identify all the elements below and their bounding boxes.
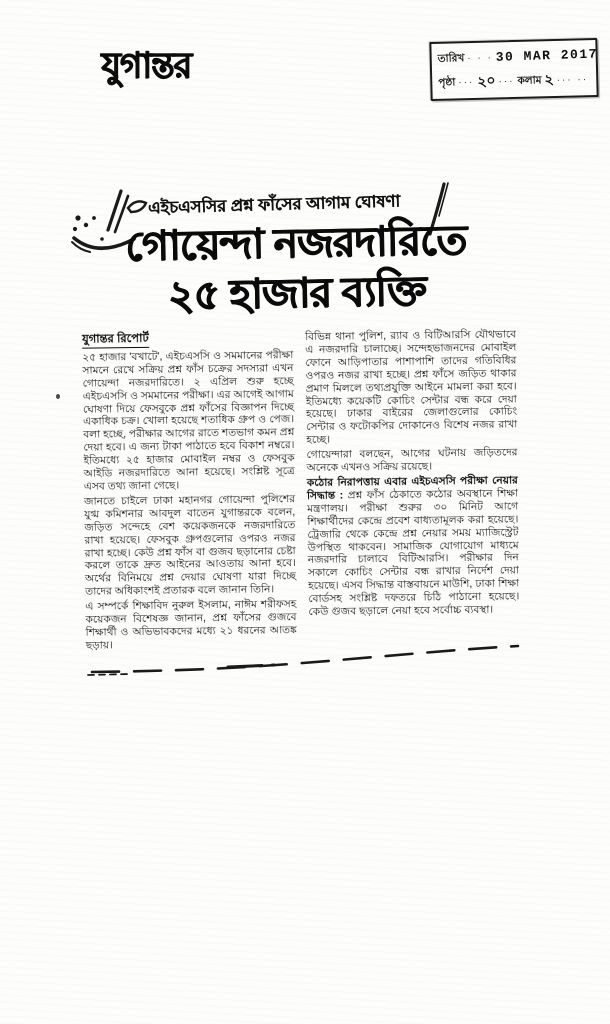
left-paragraph-3: এ সম্পর্কে শিক্ষাবিদ নুরুল ইসলাম, নাঈম শরীফসহ কয়েকজন বিশেষজ্ঞ জানান, প্রশ্ন ফাঁসের গুজবে শিক্ষার্থী ও অভিভাবকদের মধ্যে ২১ ধরনের আতঙ্ক ছড়ায়। <box>85 598 297 652</box>
right-column-subhead: কঠোর নিরাপত্তায় এবার এইচএসসি পরীক্ষা নেয়ার সিদ্ধান্ত : <box>306 474 518 502</box>
article-headline <box>75 214 517 322</box>
headline-line-2: ২৫ হাজার ব্যক্তি <box>167 267 426 319</box>
stamp-column-label: কলাম <box>517 74 542 88</box>
left-column <box>82 331 297 654</box>
stamp-column-dots: ··· ·· <box>556 74 589 87</box>
stamp-date-value: 30 MAR 2017 <box>495 46 599 65</box>
article-body <box>82 328 520 654</box>
stamp-page-label: পৃষ্ঠা <box>438 76 456 89</box>
date-stamp-box <box>429 38 598 101</box>
article-kicker: এইচএসসির প্রশ্ন ফাঁসের আগাম ঘোষণা <box>147 192 401 218</box>
stray-ink-mark <box>56 394 60 399</box>
torn-edge-dashes <box>78 636 526 682</box>
left-paragraph-1: ২৫ হাজার 'বখাটে', এইচএসসি ও সমমানের পরীক্ষা সামনে রেখে সক্রিয় প্রশ্ন ফাঁস চক্রের সদস্যরা এখন গোয়েন্দা নজরদারিতে। ২ এপ্রিল শুরু হচ্ছে এইচএসসি ও সমমানের পরীক্ষা। এর আগেই আগাম ঘোষণা দিয়ে ফেসবুকে প্রশ্ন ফাঁসের বিজ্ঞাপন দিচ্ছে একাধিক চক্র। খোলা হয়েছে শতাধিক গ্রুপ ও পেজ। বলা হচ্ছে, পরীক্ষার আগের রাতে শতভাগ কমন প্রশ্ন দেয়া হবে। এ জন্য টাকা পাঠাতে হবে বিকাশ নম্বরে। ইতিমধ্যে ২৫ হাজার মোবাইল নম্বর ও ফেসবুক আইডি নজরদারিতে আনা হয়েছে। সংশ্লিষ্ট সূত্রে এসব তথ্য জানা গেছে। <box>82 348 295 493</box>
stamp-page-dots-right: ··· <box>498 76 515 88</box>
stamp-date-label: তারিখ <box>437 52 465 65</box>
newspaper-masthead: যুগান্তর <box>101 45 191 86</box>
byline: যুগান্তর রিপোর্ট <box>82 333 149 349</box>
right-paragraph-1: বিভিন্ন থানা পুলিশ, র‌্যাব ও বিটিআরসি যৌথভাবে এ নজরদারি চালাচ্ছে। সন্দেহভাজনদের মোবাইল ফোনে আড়িপাতার পাশাপাশি তাদের গতিবিধির ওপরও নজর রাখা হচ্ছে। প্রশ্ন ফাঁসে জড়িত থাকার প্রমাণ মিললে তথ্যপ্রযুক্তি আইনে মামলা করা হবে। ইতিমধ্যে কয়েকটি কোচিং সেন্টার বন্ধ করে দেয়া হয়েছে। ঢাকার বাইরের জেলাগুলোর কোচিং সেন্টার ও ফটোকপির দোকানেও বিশেষ নজর রাখা হচ্ছে। <box>305 328 518 447</box>
stamp-page-value: ২০ <box>476 71 497 90</box>
stamp-column-value: ২ <box>543 70 555 88</box>
stamp-page-dots-left: ··· <box>458 77 475 89</box>
right-paragraph-2: গোয়েন্দারা বলছেন, আগের ঘটনায় জড়িতদের অনেকে এখনও সক্রিয় রয়েছে। <box>306 446 518 474</box>
headline-line-1: গোয়েন্দা নজরদারিতে <box>124 216 467 270</box>
stamp-page-row <box>438 66 591 94</box>
right-paragraph-3 <box>307 474 520 619</box>
right-column <box>305 328 520 651</box>
stamp-date-row <box>437 44 599 70</box>
right-paragraph-3-text: প্রশ্ন ফাঁস ঠেকাতে কঠোর অবস্থানে শিক্ষা মন্ত্রণালয়। পরীক্ষা শুরুর ৩০ মিনিট আগে শিক্ষার্থীদের কেন্দ্রে প্রবেশ বাধ্যতামূলক করা হয়েছে। ট্রেজারি থেকে কেন্দ্রে প্রশ্ন নেয়ার সময় ম্যাজিস্ট্রেট উপস্থিত থাকবেন। সামাজিক যোগাযোগ মাধ্যমে নজরদারি চালাবে বিটিআরসি। পরীক্ষার দিন সকালে কোচিং সেন্টার বন্ধ রাখার নির্দেশ দেয়া হয়েছে। এসব সিদ্ধান্ত বাস্তবায়নে মাউশি, ঢাকা শিক্ষা বোর্ডসহ সংশ্লিষ্ট দফতরে চিঠি পাঠানো হয়েছে। কেউ গুজব ছড়ালে নেয়া হবে সর্বোচ্চ ব্যবস্থা। <box>307 487 520 618</box>
left-paragraph-2: জানতে চাইলে ঢাকা মহানগর গোয়েন্দা পুলিশের যুগ্ম কমিশনার আবদুল বাতেন যুগান্তরকে বলেন, জড়িত সন্দেহে বেশ কয়েকজনকে নজরদারিতে রাখা হয়েছে। ফেসবুক গ্রুপগুলোর ওপরও নজর রাখা হচ্ছে। কেউ প্রশ্ন ফাঁস বা গুজব ছড়ানোর চেষ্টা করলে তাকে দ্রুত আইনের আওতায় আনা হবে। অর্থের বিনিময়ে প্রশ্ন দেয়ার ঘোষণা যারা দিচ্ছে তাদের অধিকাংশই প্রতারক বলে জানান তিনি। <box>84 492 297 598</box>
stamp-date-dots: · · · <box>467 52 494 65</box>
